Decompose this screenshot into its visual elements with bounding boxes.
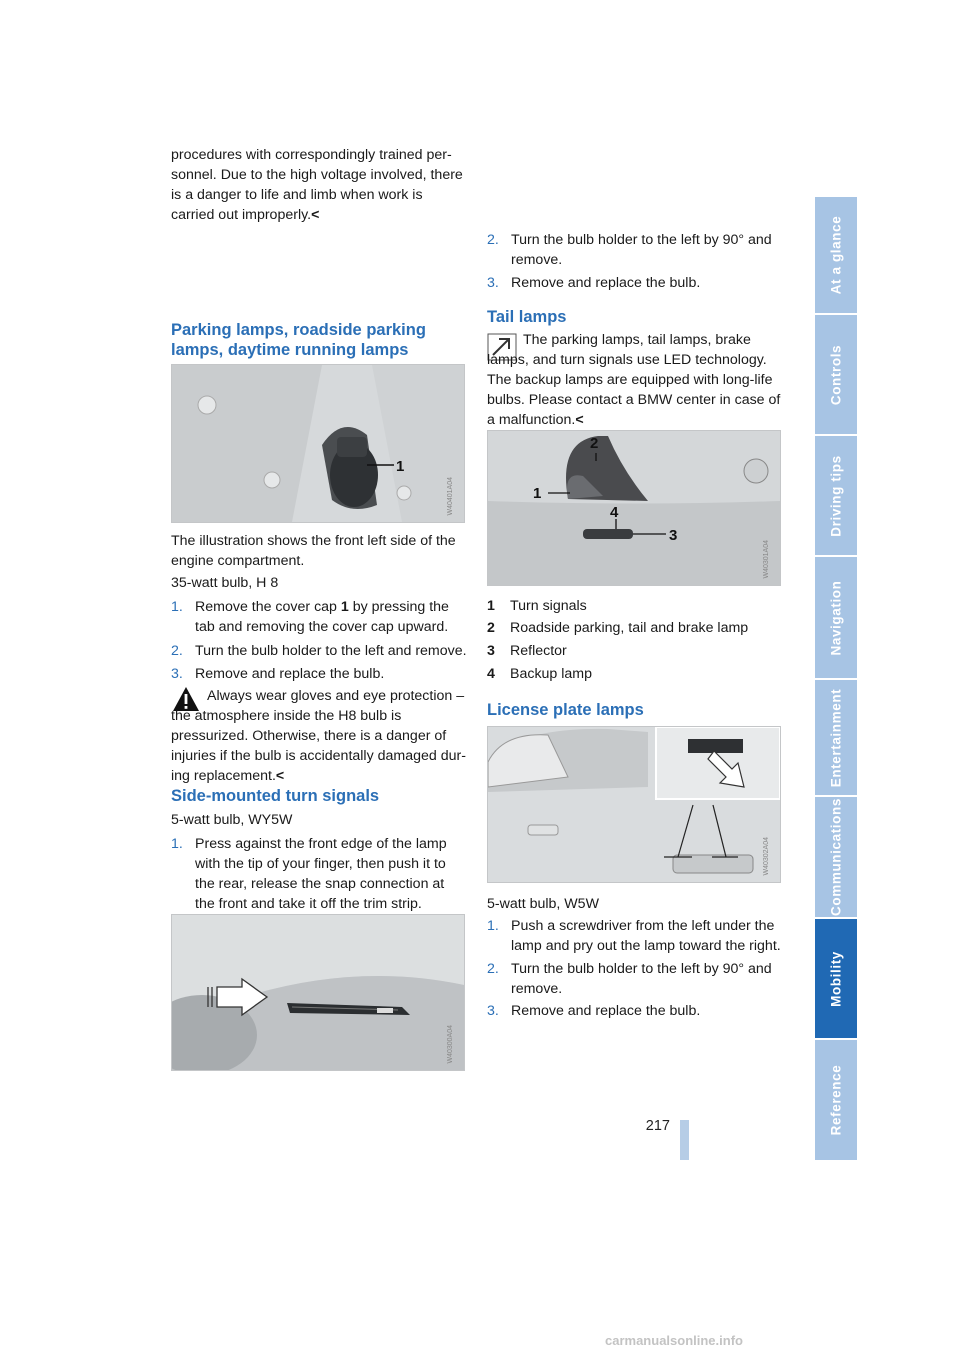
legend-text: Reflector [510,643,567,659]
end-mark: < [575,412,584,428]
step-number: 2. [171,643,183,659]
plate-step-1 [487,916,783,956]
tail-callout-3: 3 [669,527,678,544]
step-text: Remove and replace the bulb. [195,666,385,682]
tail-callout-2: 2 [590,435,599,452]
parking-bulb: 35-watt bulb, H 8 [171,575,279,591]
legend-text: Backup lamp [510,666,593,682]
parking-heading: Parking lamps, roadside parking lamps, daytime running lamps [171,321,426,359]
side-signals-heading: Side-mounted turn signals [171,787,380,805]
tab-at-a-glance[interactable] [815,197,857,315]
step-text: Turn the bulb holder to the left and remove. [195,643,467,659]
page-marker-bar [680,1120,689,1160]
tab-label: Communications [828,798,844,916]
tail-note [487,330,783,430]
parking-step-3-cont [487,273,783,293]
tail-figure-code: W40301A04 [763,540,770,579]
end-mark: < [311,207,320,223]
legend-key: 2 [487,620,495,636]
legend-item [487,618,783,638]
step-text: Turn the bulb holder to the left by 90° and remove. [511,232,772,268]
side-figure-code: W40300A04 [447,1025,454,1064]
parking-callout-1: 1 [396,458,405,475]
tab-label: Entertainment [828,688,844,787]
tab-mobility[interactable] [815,919,857,1040]
step-text: Press against the front edge of the lamp with the tip of your finger, then push it to the rear, release the snap connection at the front and take it off the trim strip. [195,836,447,912]
intro-text: procedures with correspondingly trained personnel. Due to the high voltage involved, there is a danger to life and limb when work is carried out improperly. [171,147,463,223]
side-step-1 [171,834,467,914]
tail-lamps-heading: Tail lamps [487,308,567,326]
plate-figure-code: W40302A04 [763,837,770,876]
parking-lamp-figure [171,364,465,523]
step-number: 2. [487,232,499,248]
tail-callout-4: 4 [610,504,619,521]
legend-key: 3 [487,643,495,659]
tab-label: Driving tips [828,454,844,537]
parking-step-3 [171,664,467,684]
step-number: 3. [171,666,183,682]
step-number: 3. [487,275,499,291]
tab-controls[interactable] [815,315,857,436]
tab-entertainment[interactable] [815,680,857,797]
tab-communications[interactable] [815,797,857,919]
tab-label: Controls [828,344,844,405]
legend-key: 4 [487,666,495,682]
side-bulb: 5-watt bulb, WY5W [171,812,293,828]
tail-callout-1: 1 [533,485,542,502]
legend-item [487,664,783,684]
warning-paragraph [171,686,467,786]
step-text: Remove the cover cap 1 by pressing the tab and removing the cover cap upward. [195,599,449,635]
legend-item [487,596,783,616]
parking-step-2-cont [487,230,783,270]
tab-navigation[interactable] [815,557,857,680]
license-plate-figure [487,726,781,883]
page-number: 217 [645,1118,670,1134]
step-text: Turn the bulb holder to the left by 90° and remove. [511,961,772,997]
side-signal-figure [171,914,465,1071]
step-number: 1. [487,918,499,934]
plate-bulb: 5-watt bulb, W5W [487,896,599,912]
legend-text: Turn signals [510,598,587,614]
tab-label: Navigation [828,579,844,656]
plate-step-3 [487,1001,783,1021]
tab-label: At a glance [828,215,844,295]
tab-label: Mobility [828,950,844,1007]
intro-paragraph [171,145,467,225]
step-number: 1. [171,836,183,852]
parking-step-2 [171,641,467,661]
parking-caption: The illustration shows the front left side of the engine compartment. [171,533,456,569]
step-text: Push a screwdriver from the left under the lamp and pry out the lamp toward the right. [511,918,781,954]
tab-label: Reference [828,1064,844,1136]
step-number: 2. [487,961,499,977]
plate-step-2 [487,959,783,999]
parking-step-1 [171,597,467,637]
legend-key: 1 [487,598,495,614]
tail-note-text: The parking lamps, tail lamps, brake lamps, and turn signals use LED technology. The backup lamps are equipped with long-life bulbs. Please contact a BMW center in case of a malfunction. [487,332,781,428]
parking-figure-code: W40401A04 [447,477,454,516]
warning-text: Always wear gloves and eye protection – the atmosphere inside the H8 bulb is pressurized. Otherwise, there is a danger of injuries if the bulb is accidentally damaged during replacement. [171,688,466,784]
step-text: Remove and replace the bulb. [511,275,701,291]
legend-item [487,641,783,661]
section-tabs [815,197,857,1160]
legend-text: Roadside parking, tail and brake lamp [510,620,749,636]
tab-driving-tips[interactable] [815,436,857,557]
watermark: carmanualsonline.info [605,1333,743,1348]
step-number: 3. [487,1003,499,1019]
step-text: Remove and replace the bulb. [511,1003,701,1019]
end-mark: < [275,768,285,784]
step-number: 1. [171,599,183,615]
tail-lamp-figure [487,430,781,586]
tab-reference[interactable] [815,1040,857,1160]
license-plate-heading: License plate lamps [487,701,644,719]
